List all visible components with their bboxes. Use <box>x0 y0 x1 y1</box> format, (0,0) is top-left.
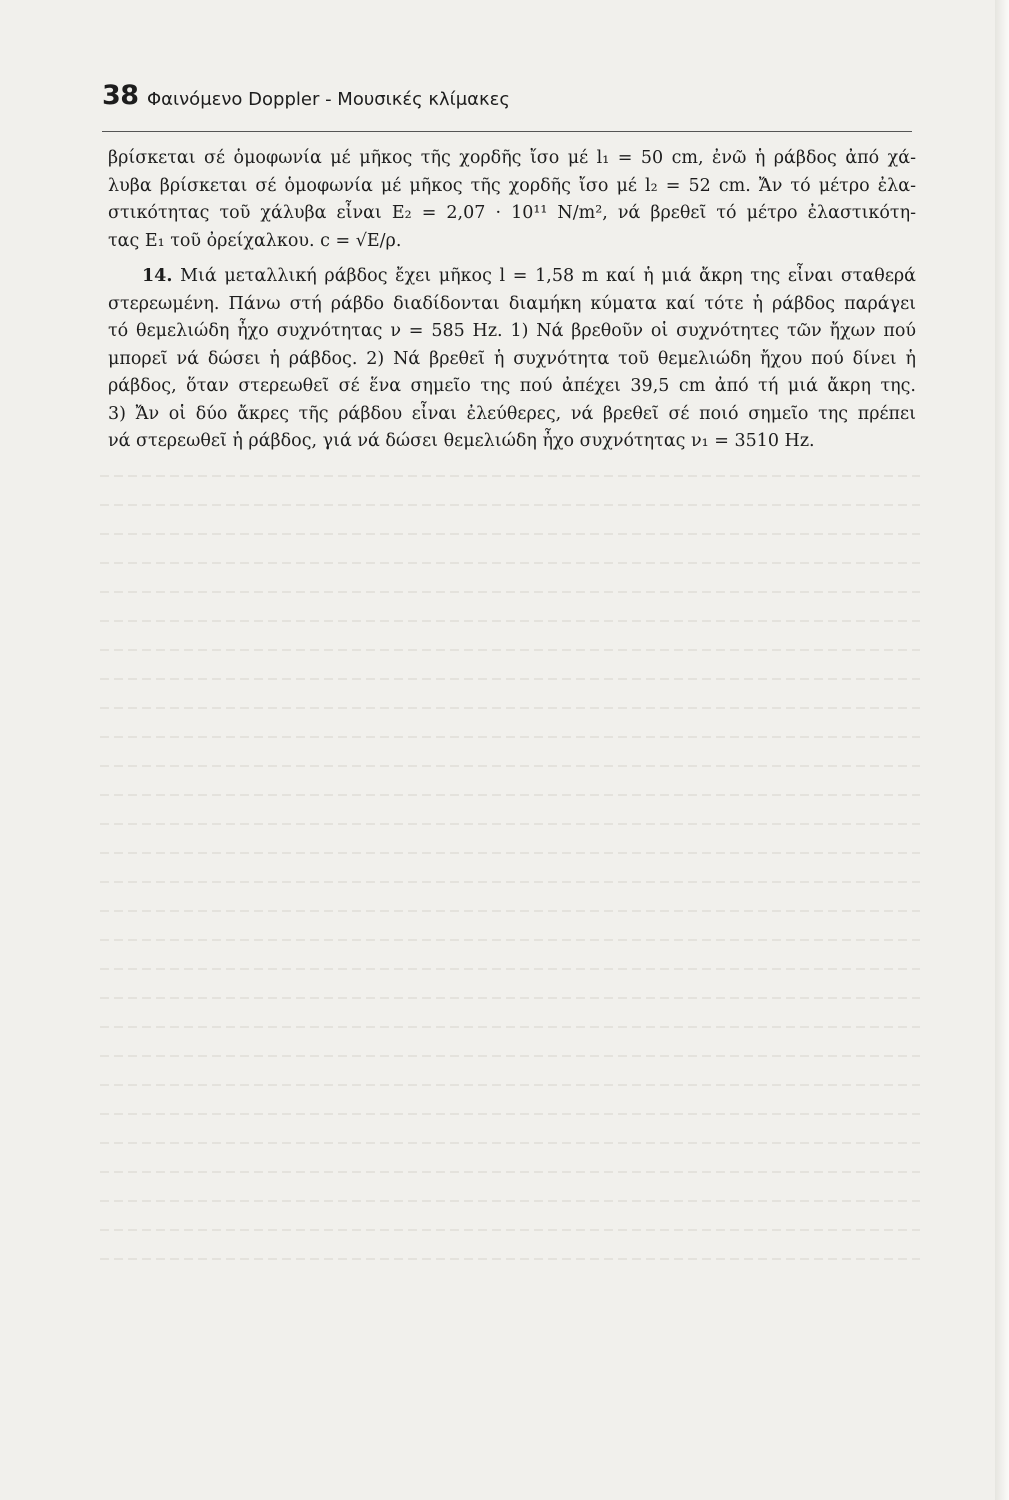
text-line: μπορεῖ νά δώσει ἡ ράβδος. 2) Νά βρεθεῖ ἡ συχνότητα τοῦ θεμελιώδη ἤχου πού δίνει ἡ <box>108 348 916 369</box>
paragraph-continuation <box>108 145 916 255</box>
page-edge <box>995 0 1009 1500</box>
page-number: 38 <box>102 80 139 111</box>
running-title: Φαινόμενο Doppler - Μουσικές κλίμακες <box>147 89 510 110</box>
text-line: στερεωμένη. Πάνω στή ράβδο διαδίδονται διαμήκη κύματα καί τότε ἡ ράβδος παράγει <box>108 293 916 314</box>
bleed-through-texture <box>100 475 920 1315</box>
exercise-first-line: Μιά μεταλλική ράβδος ἔχει μῆκος l = 1,58 m καί ἡ μιά ἄκρη της εἶναι σταθερά <box>172 266 916 286</box>
text-line: τό θεμελιώδη ἦχο συχνότητας ν = 585 Hz. 1) Νά βρεθοῦν οἱ συχνότητες τῶν ἤχων πού <box>108 321 916 341</box>
text-line: τας E₁ τοῦ ὀρείχαλκου. c = √E/ρ. <box>108 230 402 251</box>
text-line: λυβα βρίσκεται σέ ὁμοφωνία μέ μῆκος τῆς χορδῆς ἴσο μέ l₂ = 52 cm. Ἄν τό μέτρο ἐλα- <box>108 175 916 196</box>
exercise-14 <box>108 263 916 456</box>
text-line: βρίσκεται σέ ὁμοφωνία μέ μῆκος τῆς χορδῆς ἴσο μέ l₁ = 50 cm, ἐνῶ ἡ ράβδος ἀπό χά- <box>108 148 916 168</box>
exercise-number: 14. <box>142 266 173 286</box>
page-header <box>102 80 912 120</box>
text-line: 3) Ἄν οἱ δύο ἄκρες τῆς ράβδου εἶναι ἐλεύθερες, νά βρεθεῖ σέ ποιό σημεῖο της πρέπει <box>108 403 916 424</box>
header-rule <box>102 131 912 132</box>
text-line <box>108 263 916 291</box>
text-line: νά στερεωθεῖ ἡ ράβδος, γιά νά δώσει θεμελιώδη ἦχο συχνότητας ν₁ = 3510 Hz. <box>108 431 815 451</box>
text-line: ράβδος, ὅταν στερεωθεῖ σέ ἕνα σημεῖο της πού ἀπέχει 39,5 cm ἀπό τή μιά ἄκρη της. <box>108 376 916 396</box>
text-line: στικότητας τοῦ χάλυβα εἶναι E₂ = 2,07 · 10¹¹ N/m², νά βρεθεῖ τό μέτρο ἐλαστικότη- <box>108 203 916 223</box>
